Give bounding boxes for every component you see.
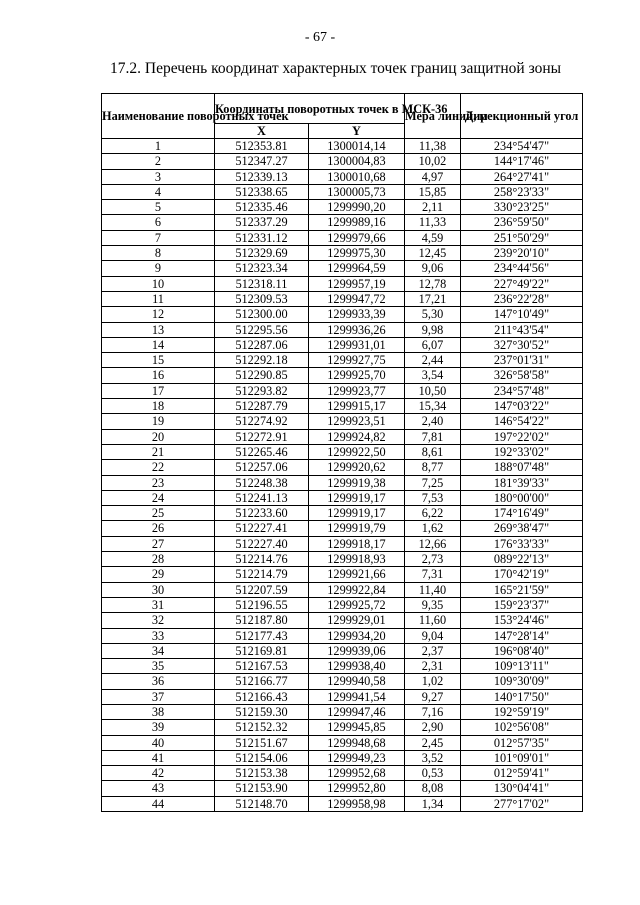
table-row bbox=[102, 475, 583, 490]
direction-angle: 188°07'48" bbox=[461, 460, 583, 475]
point-number: 40 bbox=[102, 735, 215, 750]
line-measure: 11,38 bbox=[405, 139, 461, 154]
coord-x: 512287.06 bbox=[215, 337, 309, 352]
line-measure: 2,31 bbox=[405, 659, 461, 674]
coord-y: 1299918,17 bbox=[309, 536, 405, 551]
coord-y: 1299952,80 bbox=[309, 781, 405, 796]
line-measure: 8,77 bbox=[405, 460, 461, 475]
coord-y: 1299923,77 bbox=[309, 383, 405, 398]
line-measure: 11,33 bbox=[405, 215, 461, 230]
line-measure: 6,07 bbox=[405, 337, 461, 352]
coord-x: 512167.53 bbox=[215, 659, 309, 674]
table-row bbox=[102, 567, 583, 582]
line-measure: 3,52 bbox=[405, 750, 461, 765]
point-number: 34 bbox=[102, 643, 215, 658]
table-row bbox=[102, 781, 583, 796]
point-number: 16 bbox=[102, 368, 215, 383]
table-row bbox=[102, 337, 583, 352]
coord-x: 512214.79 bbox=[215, 567, 309, 582]
coord-x: 512331.12 bbox=[215, 230, 309, 245]
coord-y: 1299919,79 bbox=[309, 521, 405, 536]
point-number: 14 bbox=[102, 337, 215, 352]
line-measure: 2,37 bbox=[405, 643, 461, 658]
coord-y: 1299925,70 bbox=[309, 368, 405, 383]
direction-angle: 109°30'09" bbox=[461, 674, 583, 689]
line-measure: 9,04 bbox=[405, 628, 461, 643]
point-number: 41 bbox=[102, 750, 215, 765]
coord-x: 512166.43 bbox=[215, 689, 309, 704]
direction-angle: 234°54'47" bbox=[461, 139, 583, 154]
line-measure: 4,97 bbox=[405, 169, 461, 184]
point-number: 18 bbox=[102, 399, 215, 414]
direction-angle: 130°04'41" bbox=[461, 781, 583, 796]
direction-angle: 101°09'01" bbox=[461, 750, 583, 765]
coord-y: 1299979,66 bbox=[309, 230, 405, 245]
coordinates-table bbox=[101, 93, 583, 812]
line-measure: 8,61 bbox=[405, 444, 461, 459]
table-row bbox=[102, 261, 583, 276]
direction-angle: 174°16'49" bbox=[461, 506, 583, 521]
point-number: 36 bbox=[102, 674, 215, 689]
line-measure: 11,40 bbox=[405, 582, 461, 597]
direction-angle: 170°42'19" bbox=[461, 567, 583, 582]
direction-angle: 269°38'47" bbox=[461, 521, 583, 536]
direction-angle: 236°22'28" bbox=[461, 291, 583, 306]
line-measure: 7,81 bbox=[405, 429, 461, 444]
direction-angle: 327°30'52" bbox=[461, 337, 583, 352]
direction-angle: 181°39'33" bbox=[461, 475, 583, 490]
coord-x: 512196.55 bbox=[215, 597, 309, 612]
coord-x: 512227.41 bbox=[215, 521, 309, 536]
table-row bbox=[102, 154, 583, 169]
point-number: 27 bbox=[102, 536, 215, 551]
header-x: X bbox=[215, 124, 309, 139]
table-row bbox=[102, 643, 583, 658]
coord-y: 1299964,59 bbox=[309, 261, 405, 276]
coord-x: 512274.92 bbox=[215, 414, 309, 429]
coord-x: 512241.13 bbox=[215, 490, 309, 505]
coord-y: 1299949,23 bbox=[309, 750, 405, 765]
point-number: 24 bbox=[102, 490, 215, 505]
table-row bbox=[102, 429, 583, 444]
coord-y: 1299934,20 bbox=[309, 628, 405, 643]
direction-angle: 012°59'41" bbox=[461, 766, 583, 781]
point-number: 15 bbox=[102, 353, 215, 368]
table-row bbox=[102, 276, 583, 291]
coord-y: 1299923,51 bbox=[309, 414, 405, 429]
point-number: 5 bbox=[102, 200, 215, 215]
direction-angle: 264°27'41" bbox=[461, 169, 583, 184]
coord-x: 512295.56 bbox=[215, 322, 309, 337]
coord-y: 1299927,75 bbox=[309, 353, 405, 368]
direction-angle: 234°57'48" bbox=[461, 383, 583, 398]
direction-angle: 147°03'22" bbox=[461, 399, 583, 414]
point-number: 43 bbox=[102, 781, 215, 796]
coord-y: 1300014,14 bbox=[309, 139, 405, 154]
point-number: 33 bbox=[102, 628, 215, 643]
coord-x: 512169.81 bbox=[215, 643, 309, 658]
coord-y: 1299925,72 bbox=[309, 597, 405, 612]
header-coordinates: Координаты поворотных точек в МСК-36 bbox=[215, 94, 405, 124]
point-number: 37 bbox=[102, 689, 215, 704]
table-row bbox=[102, 383, 583, 398]
coord-x: 512265.46 bbox=[215, 444, 309, 459]
coord-x: 512353.81 bbox=[215, 139, 309, 154]
line-measure: 12,78 bbox=[405, 276, 461, 291]
line-measure: 1,02 bbox=[405, 674, 461, 689]
coord-x: 512309.53 bbox=[215, 291, 309, 306]
coord-x: 512148.70 bbox=[215, 796, 309, 811]
table-row bbox=[102, 353, 583, 368]
table-row bbox=[102, 521, 583, 536]
line-measure: 7,16 bbox=[405, 704, 461, 719]
point-number: 26 bbox=[102, 521, 215, 536]
direction-angle: 237°01'31" bbox=[461, 353, 583, 368]
point-number: 22 bbox=[102, 460, 215, 475]
table-row bbox=[102, 582, 583, 597]
direction-angle: 140°17'50" bbox=[461, 689, 583, 704]
point-number: 25 bbox=[102, 506, 215, 521]
table-row bbox=[102, 169, 583, 184]
coord-x: 512335.46 bbox=[215, 200, 309, 215]
line-measure: 9,35 bbox=[405, 597, 461, 612]
table-row bbox=[102, 689, 583, 704]
table-row bbox=[102, 368, 583, 383]
coord-x: 512177.43 bbox=[215, 628, 309, 643]
line-measure: 9,27 bbox=[405, 689, 461, 704]
table-row bbox=[102, 536, 583, 551]
coord-y: 1299945,85 bbox=[309, 720, 405, 735]
table-row bbox=[102, 628, 583, 643]
direction-angle: 192°33'02" bbox=[461, 444, 583, 459]
coord-x: 512166.77 bbox=[215, 674, 309, 689]
header-line-measure: Мера линий, м bbox=[405, 94, 461, 139]
table-row bbox=[102, 307, 583, 322]
point-number: 1 bbox=[102, 139, 215, 154]
line-measure: 2,90 bbox=[405, 720, 461, 735]
direction-angle: 251°50'29" bbox=[461, 230, 583, 245]
table-header bbox=[102, 94, 583, 139]
direction-angle: 012°57'35" bbox=[461, 735, 583, 750]
point-number: 32 bbox=[102, 613, 215, 628]
coord-x: 512300.00 bbox=[215, 307, 309, 322]
line-measure: 7,53 bbox=[405, 490, 461, 505]
line-measure: 10,50 bbox=[405, 383, 461, 398]
direction-angle: 277°17'02" bbox=[461, 796, 583, 811]
point-number: 20 bbox=[102, 429, 215, 444]
line-measure: 10,02 bbox=[405, 154, 461, 169]
direction-angle: 197°22'02" bbox=[461, 429, 583, 444]
line-measure: 3,54 bbox=[405, 368, 461, 383]
coord-y: 1299948,68 bbox=[309, 735, 405, 750]
direction-angle: 330°23'25" bbox=[461, 200, 583, 215]
table-row bbox=[102, 796, 583, 811]
line-measure: 12,45 bbox=[405, 246, 461, 261]
direction-angle: 196°08'40" bbox=[461, 643, 583, 658]
coord-x: 512287.79 bbox=[215, 399, 309, 414]
direction-angle: 227°49'22" bbox=[461, 276, 583, 291]
line-measure: 12,66 bbox=[405, 536, 461, 551]
point-number: 8 bbox=[102, 246, 215, 261]
point-number: 19 bbox=[102, 414, 215, 429]
coord-x: 512152.32 bbox=[215, 720, 309, 735]
point-number: 7 bbox=[102, 230, 215, 245]
table-row bbox=[102, 139, 583, 154]
coord-y: 1299990,20 bbox=[309, 200, 405, 215]
table-row bbox=[102, 597, 583, 612]
line-measure: 1,62 bbox=[405, 521, 461, 536]
line-measure: 9,06 bbox=[405, 261, 461, 276]
direction-angle: 159°23'37" bbox=[461, 597, 583, 612]
document-title: 17.2. Перечень координат характерных точек границ защитной зоны bbox=[110, 60, 562, 77]
page-number: - 67 - bbox=[304, 30, 336, 45]
coord-y: 1299952,68 bbox=[309, 766, 405, 781]
line-measure: 2,44 bbox=[405, 353, 461, 368]
coord-x: 512329.69 bbox=[215, 246, 309, 261]
point-number: 35 bbox=[102, 659, 215, 674]
table-row bbox=[102, 215, 583, 230]
point-number: 4 bbox=[102, 184, 215, 199]
point-number: 30 bbox=[102, 582, 215, 597]
coord-x: 512153.90 bbox=[215, 781, 309, 796]
coord-x: 512318.11 bbox=[215, 276, 309, 291]
coord-y: 1299919,17 bbox=[309, 506, 405, 521]
table-row bbox=[102, 613, 583, 628]
table-row bbox=[102, 704, 583, 719]
direction-angle: 180°00'00" bbox=[461, 490, 583, 505]
coord-y: 1299921,66 bbox=[309, 567, 405, 582]
point-number: 9 bbox=[102, 261, 215, 276]
direction-angle: 102°56'08" bbox=[461, 720, 583, 735]
header-direction-angle: Дирекционный угол bbox=[461, 94, 583, 139]
coord-y: 1300010,68 bbox=[309, 169, 405, 184]
point-number: 28 bbox=[102, 552, 215, 567]
table-row bbox=[102, 766, 583, 781]
direction-angle: 089°22'13" bbox=[461, 552, 583, 567]
direction-angle: 146°54'22" bbox=[461, 414, 583, 429]
line-measure: 7,31 bbox=[405, 567, 461, 582]
point-number: 11 bbox=[102, 291, 215, 306]
line-measure: 9,98 bbox=[405, 322, 461, 337]
coord-x: 512248.38 bbox=[215, 475, 309, 490]
coord-x: 512338.65 bbox=[215, 184, 309, 199]
point-number: 38 bbox=[102, 704, 215, 719]
table-row bbox=[102, 184, 583, 199]
coord-y: 1299919,38 bbox=[309, 475, 405, 490]
line-measure: 15,34 bbox=[405, 399, 461, 414]
line-measure: 2,11 bbox=[405, 200, 461, 215]
direction-angle: 165°21'59" bbox=[461, 582, 583, 597]
coord-x: 512227.40 bbox=[215, 536, 309, 551]
line-measure: 2,73 bbox=[405, 552, 461, 567]
coord-x: 512290.85 bbox=[215, 368, 309, 383]
table-row bbox=[102, 750, 583, 765]
coord-x: 512347.27 bbox=[215, 154, 309, 169]
table-row bbox=[102, 735, 583, 750]
direction-angle: 176°33'33" bbox=[461, 536, 583, 551]
line-measure: 4,59 bbox=[405, 230, 461, 245]
coord-x: 512187.80 bbox=[215, 613, 309, 628]
coord-y: 1300004,83 bbox=[309, 154, 405, 169]
point-number: 23 bbox=[102, 475, 215, 490]
point-number: 6 bbox=[102, 215, 215, 230]
coord-x: 512292.18 bbox=[215, 353, 309, 368]
direction-angle: 239°20'10" bbox=[461, 246, 583, 261]
coord-y: 1299957,19 bbox=[309, 276, 405, 291]
line-measure: 1,34 bbox=[405, 796, 461, 811]
coord-y: 1299931,01 bbox=[309, 337, 405, 352]
coord-x: 512207.59 bbox=[215, 582, 309, 597]
direction-angle: 109°13'11" bbox=[461, 659, 583, 674]
direction-angle: 234°44'56" bbox=[461, 261, 583, 276]
table-row bbox=[102, 444, 583, 459]
direction-angle: 326°58'58" bbox=[461, 368, 583, 383]
point-number: 3 bbox=[102, 169, 215, 184]
coord-y: 1299915,17 bbox=[309, 399, 405, 414]
point-number: 29 bbox=[102, 567, 215, 582]
header-y: Y bbox=[309, 124, 405, 139]
direction-angle: 147°10'49" bbox=[461, 307, 583, 322]
coord-y: 1299936,26 bbox=[309, 322, 405, 337]
table-row bbox=[102, 322, 583, 337]
coord-x: 512233.60 bbox=[215, 506, 309, 521]
table-row bbox=[102, 674, 583, 689]
line-measure: 0,53 bbox=[405, 766, 461, 781]
coord-x: 512337.29 bbox=[215, 215, 309, 230]
table-row bbox=[102, 659, 583, 674]
point-number: 39 bbox=[102, 720, 215, 735]
line-measure: 2,45 bbox=[405, 735, 461, 750]
point-number: 42 bbox=[102, 766, 215, 781]
line-measure: 6,22 bbox=[405, 506, 461, 521]
coord-x: 512154.06 bbox=[215, 750, 309, 765]
table-row bbox=[102, 490, 583, 505]
direction-angle: 192°59'19" bbox=[461, 704, 583, 719]
table-row bbox=[102, 460, 583, 475]
table-row bbox=[102, 506, 583, 521]
table-body bbox=[102, 139, 583, 812]
line-measure: 8,08 bbox=[405, 781, 461, 796]
table-row bbox=[102, 720, 583, 735]
coord-y: 1299929,01 bbox=[309, 613, 405, 628]
direction-angle: 144°17'46" bbox=[461, 154, 583, 169]
table-row bbox=[102, 246, 583, 261]
direction-angle: 147°28'14" bbox=[461, 628, 583, 643]
coord-y: 1299922,84 bbox=[309, 582, 405, 597]
point-number: 21 bbox=[102, 444, 215, 459]
coord-y: 1299958,98 bbox=[309, 796, 405, 811]
table-row bbox=[102, 200, 583, 215]
point-number: 12 bbox=[102, 307, 215, 322]
coord-x: 512159.30 bbox=[215, 704, 309, 719]
direction-angle: 236°59'50" bbox=[461, 215, 583, 230]
line-measure: 2,40 bbox=[405, 414, 461, 429]
coord-y: 1299941,54 bbox=[309, 689, 405, 704]
direction-angle: 211°43'54" bbox=[461, 322, 583, 337]
coord-x: 512257.06 bbox=[215, 460, 309, 475]
line-measure: 15,85 bbox=[405, 184, 461, 199]
coord-x: 512153.38 bbox=[215, 766, 309, 781]
coord-y: 1299918,93 bbox=[309, 552, 405, 567]
point-number: 10 bbox=[102, 276, 215, 291]
coord-y: 1299989,16 bbox=[309, 215, 405, 230]
coord-y: 1299933,39 bbox=[309, 307, 405, 322]
coord-y: 1299922,50 bbox=[309, 444, 405, 459]
direction-angle: 153°24'46" bbox=[461, 613, 583, 628]
coord-y: 1299939,06 bbox=[309, 643, 405, 658]
direction-angle: 258°23'33" bbox=[461, 184, 583, 199]
coord-y: 1299947,72 bbox=[309, 291, 405, 306]
table-row bbox=[102, 291, 583, 306]
coord-x: 512214.76 bbox=[215, 552, 309, 567]
coord-x: 512323.34 bbox=[215, 261, 309, 276]
line-measure: 7,25 bbox=[405, 475, 461, 490]
coord-x: 512293.82 bbox=[215, 383, 309, 398]
line-measure: 5,30 bbox=[405, 307, 461, 322]
coord-y: 1299938,40 bbox=[309, 659, 405, 674]
point-number: 13 bbox=[102, 322, 215, 337]
table-row bbox=[102, 230, 583, 245]
coord-y: 1299920,62 bbox=[309, 460, 405, 475]
table-row bbox=[102, 552, 583, 567]
table-row bbox=[102, 414, 583, 429]
coord-y: 1300005,73 bbox=[309, 184, 405, 199]
coord-y: 1299975,30 bbox=[309, 246, 405, 261]
point-number: 2 bbox=[102, 154, 215, 169]
coord-y: 1299924,82 bbox=[309, 429, 405, 444]
table-row bbox=[102, 399, 583, 414]
coord-y: 1299919,17 bbox=[309, 490, 405, 505]
coord-y: 1299947,46 bbox=[309, 704, 405, 719]
coord-y: 1299940,58 bbox=[309, 674, 405, 689]
point-number: 17 bbox=[102, 383, 215, 398]
header-point-name: Наименование поворотных точек bbox=[102, 94, 215, 139]
coord-x: 512151.67 bbox=[215, 735, 309, 750]
line-measure: 11,60 bbox=[405, 613, 461, 628]
line-measure: 17,21 bbox=[405, 291, 461, 306]
point-number: 44 bbox=[102, 796, 215, 811]
coord-x: 512272.91 bbox=[215, 429, 309, 444]
coord-x: 512339.13 bbox=[215, 169, 309, 184]
point-number: 31 bbox=[102, 597, 215, 612]
